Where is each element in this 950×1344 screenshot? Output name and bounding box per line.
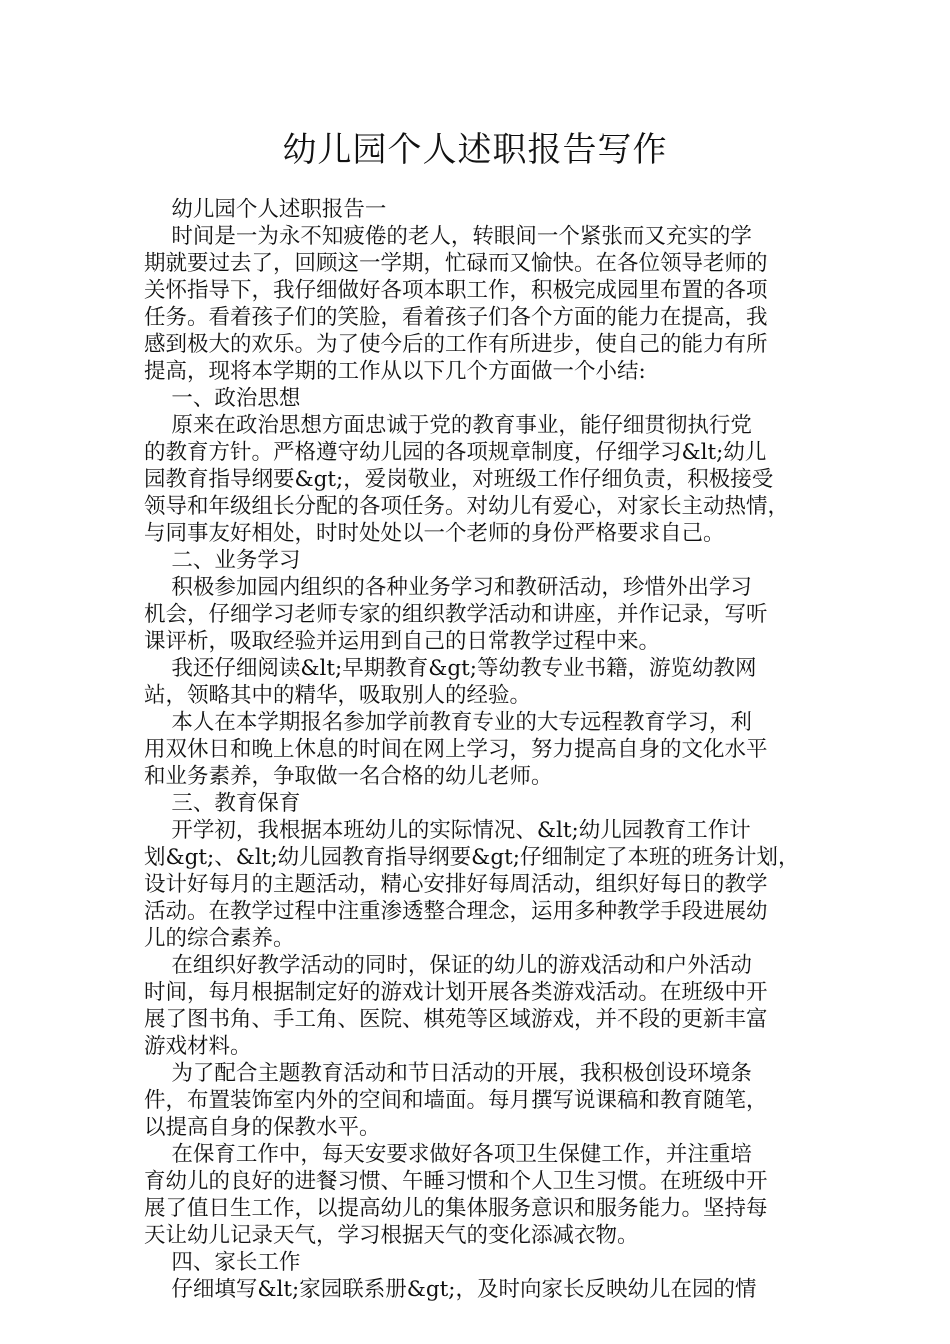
document-body: [144, 196, 824, 1303]
document-title: 幼儿园个人述职报告写作: [282, 130, 668, 170]
document-line: 仔细填写&lt;家园联系册&gt;，及时向家长反映幼儿在园的情: [144, 1277, 757, 1302]
document-line: 感到极大的欢乐。为了使今后的工作有所进步，使自己的能力有所: [144, 332, 768, 357]
document-line: 开学初，我根据本班幼儿的实际情况、&lt;幼儿园教育工作计: [144, 818, 751, 843]
document-line: 时间，每月根据制定好的游戏计划开展各类游戏活动。在班级中开: [144, 980, 768, 1005]
document-line: 为了配合主题教育活动和节日活动的开展，我积极创设环境条: [144, 1061, 752, 1086]
document-line: 积极参加园内组织的各种业务学习和教研活动，珍惜外出学习: [144, 575, 752, 600]
document-line: 二、业务学习: [144, 548, 301, 573]
document-line: 课评析，吸取经验并运用到自己的日常教学过程中来。: [144, 629, 661, 654]
document-line: 我还仔细阅读&lt;早期教育&gt;等幼教专业书籍，游览幼教网: [144, 656, 757, 681]
document-line: 四、家长工作: [144, 1250, 301, 1275]
document-line: 三、教育保育: [144, 791, 301, 816]
document-line: 以提高自身的保教水平。: [144, 1115, 381, 1140]
document-line: 本人在本学期报名参加学前教育专业的大专远程教育学习，利: [144, 710, 752, 735]
document-line: 任务。看着孩子们的笑脸，看着孩子们各个方面的能力在提高，我: [144, 305, 768, 330]
document-line: 天让幼儿记录天气，学习根据天气的变化添减衣物。: [144, 1223, 639, 1248]
document-line: 活动。在教学过程中注重渗透整合理念，运用多种教学手段进展幼: [144, 899, 768, 924]
document-line: 的教育方针。严格遵守幼儿园的各项规章制度，仔细学习&lt;幼儿: [144, 440, 767, 465]
document-line: 在保育工作中，每天安要求做好各项卫生保健工作，并注重培: [144, 1142, 752, 1167]
document-line: 时间是一为永不知疲倦的老人，转眼间一个紧张而又充实的学: [144, 224, 752, 249]
document-line: 设计好每月的主题活动，精心安排好每周活动，组织好每日的教学: [144, 872, 768, 897]
document-line: 和业务素养，争取做一名合格的幼儿老师。: [144, 764, 553, 789]
document-line: 育幼儿的良好的进餐习惯、午睡习惯和个人卫生习惯。在班级中开: [144, 1169, 768, 1194]
document-line: 划&gt;、&lt;幼儿园教育指导纲要&gt;仔细制定了本班的班务计划，: [144, 845, 800, 870]
document-line: 儿的综合素养。: [144, 926, 295, 951]
document-line: 件，布置装饰室内外的空间和墙面。每月撰写说课稿和教育随笔，: [144, 1088, 768, 1113]
document-line: 原来在政治思想方面忠诚于党的教育事业，能仔细贯彻执行党: [144, 413, 752, 438]
document-line: 在组织好教学活动的同时，保证的幼儿的游戏活动和户外活动: [144, 953, 752, 978]
document-line: 期就要过去了，回顾这一学期，忙碌而又愉快。在各位领导老师的: [144, 251, 768, 276]
document-line: 展了图书角、手工角、医院、棋苑等区域游戏，并不段的更新丰富: [144, 1007, 768, 1032]
document-line: 关怀指导下，我仔细做好各项本职工作，积极完成园里布置的各项: [144, 278, 768, 303]
document-line: 展了值日生工作，以提高幼儿的集体服务意识和服务能力。坚持每: [144, 1196, 768, 1221]
document-line: 游戏材料。: [144, 1034, 252, 1059]
document-line: 园教育指导纲要&gt;，爱岗敬业，对班级工作仔细负责，积极接受: [144, 467, 774, 492]
document-line: 用双休日和晚上休息的时间在网上学习，努力提高自身的文化水平: [144, 737, 768, 762]
document-line: 一、政治思想: [144, 386, 301, 411]
document-line: 机会，仔细学习老师专家的组织教学活动和讲座，并作记录，写听: [144, 602, 768, 627]
document-line: 站，领略其中的精华，吸取别人的经验。: [144, 683, 532, 708]
document-line: 与同事友好相处，时时处处以一个老师的身份严格要求自己。: [144, 521, 725, 546]
document-line: 领导和年级组长分配的各项任务。对幼儿有爱心，对家长主动热情，: [144, 494, 790, 519]
document-line: 提高，现将本学期的工作从以下几个方面做一个小结:: [144, 359, 646, 384]
document-line: 幼儿园个人述职报告一: [144, 197, 387, 222]
